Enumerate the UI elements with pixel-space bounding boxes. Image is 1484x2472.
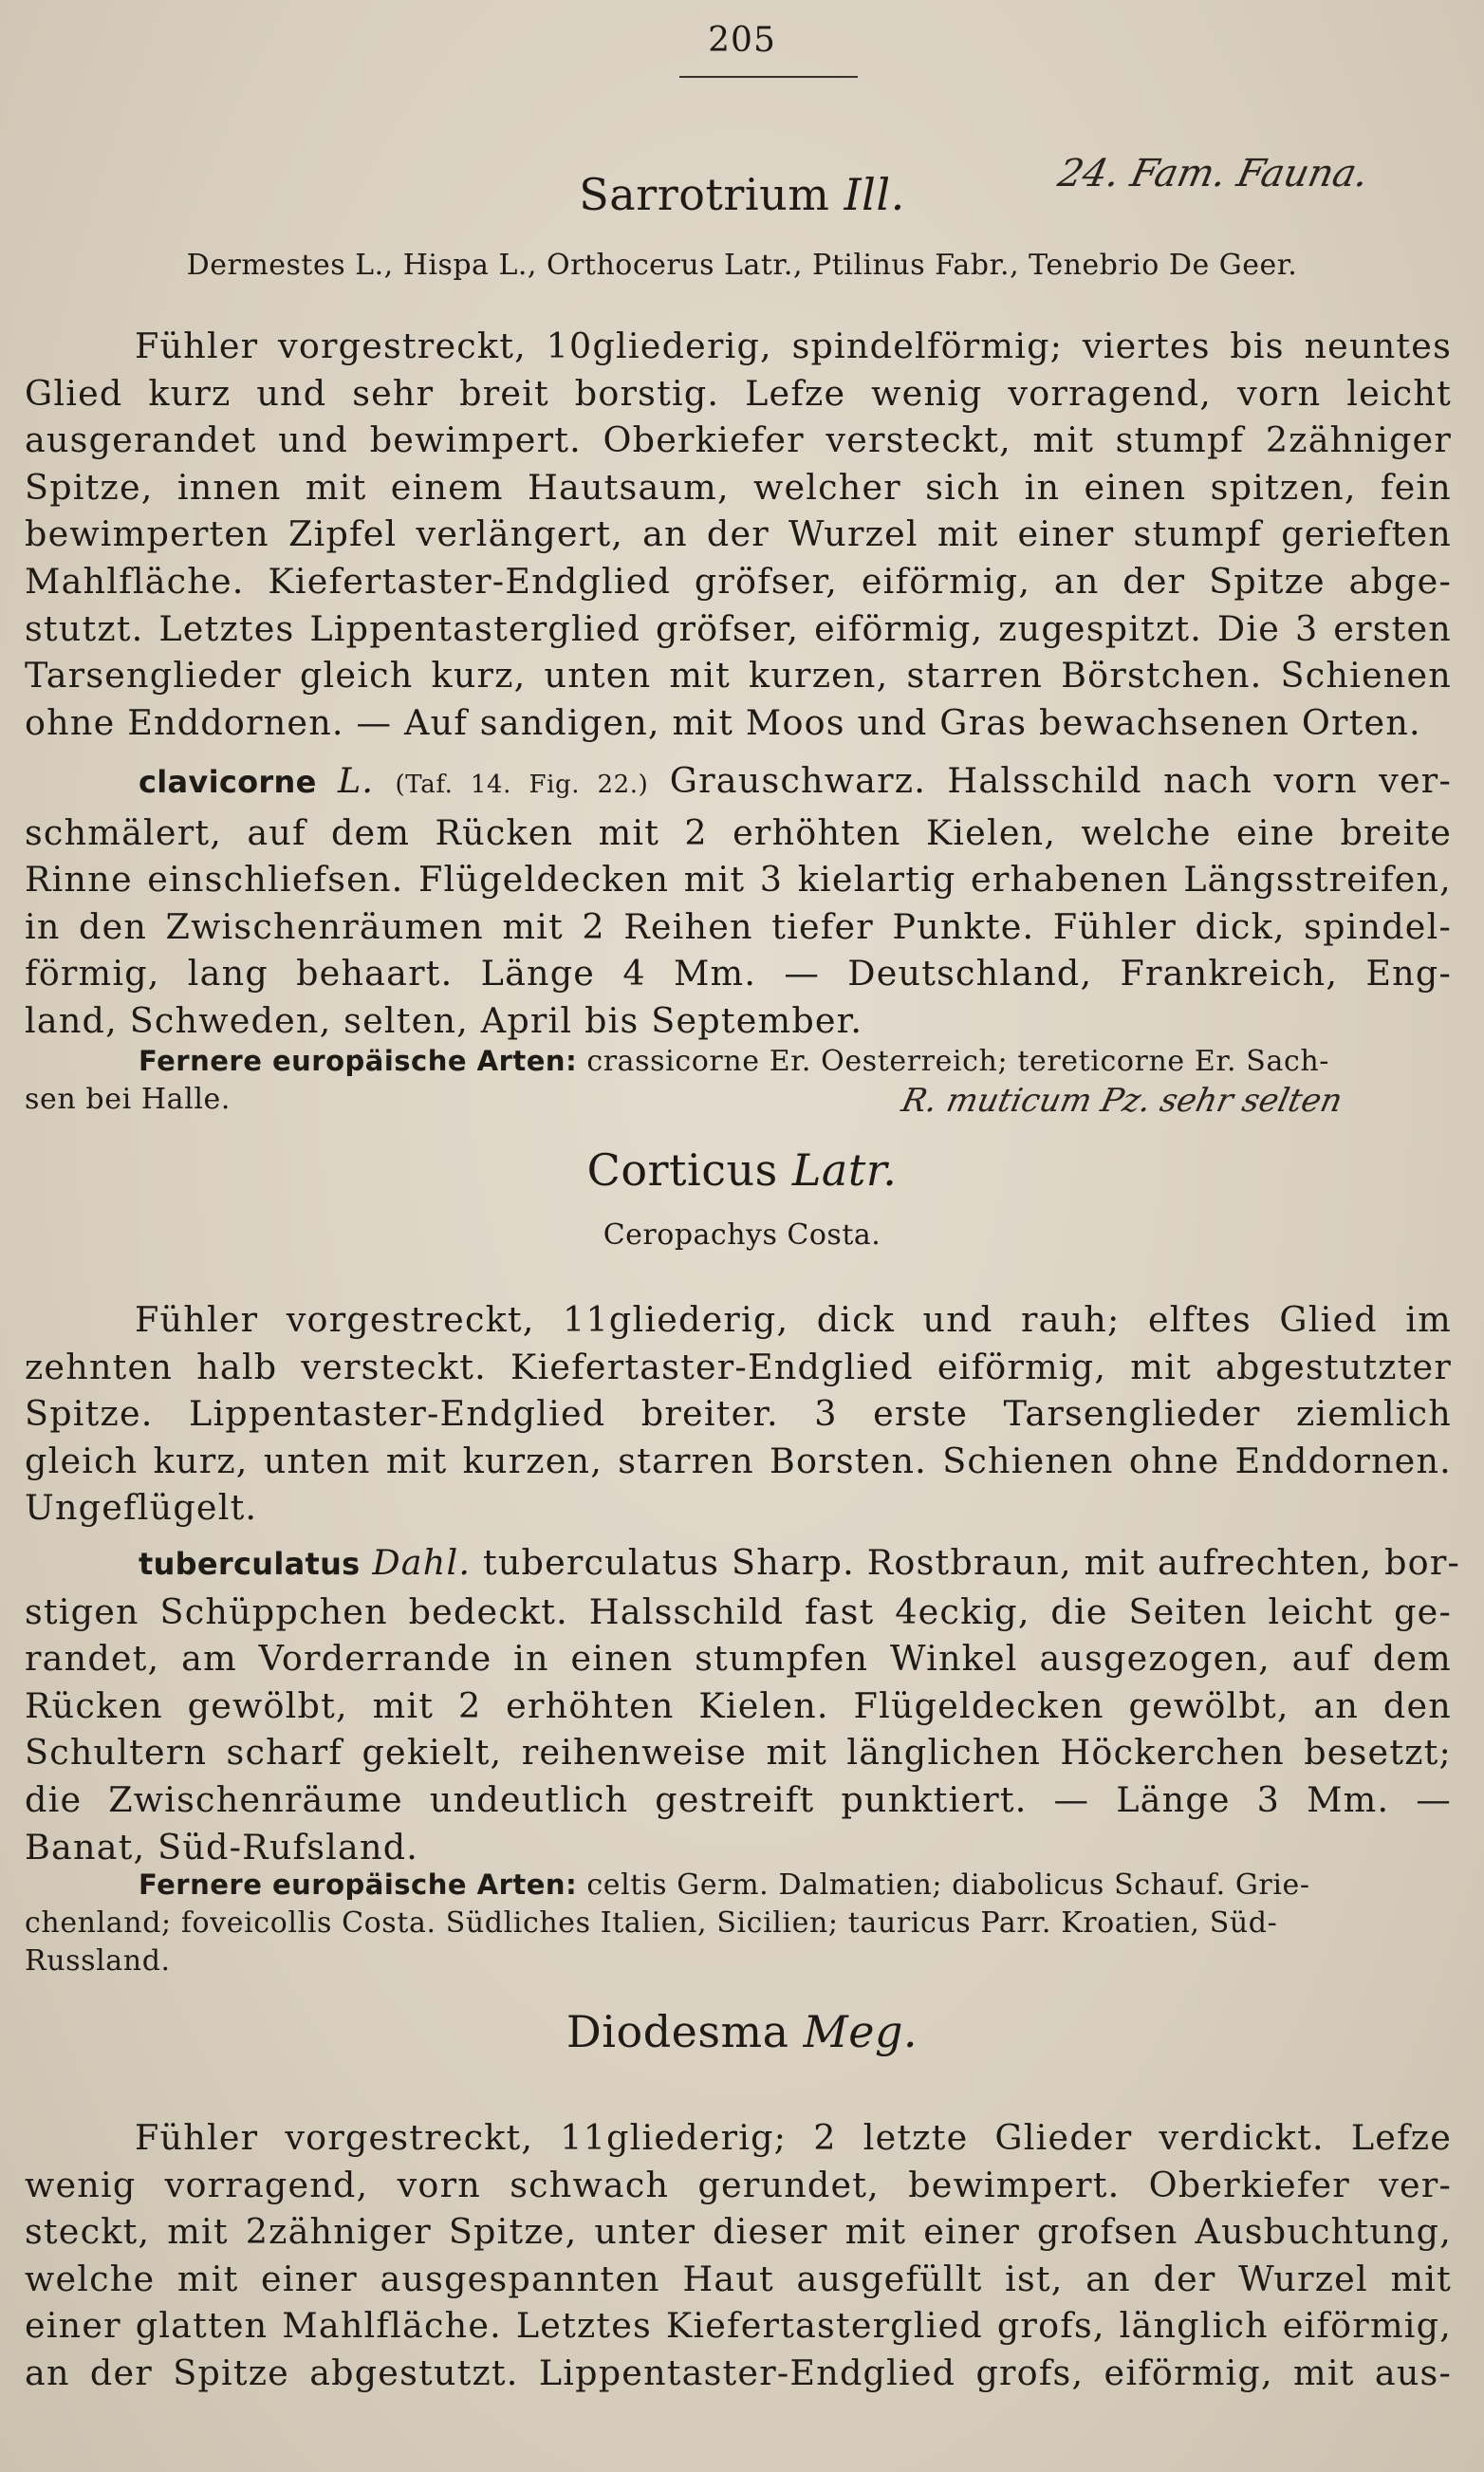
genus-heading-corticus [25,1144,1459,1196]
species-author: Dahl. [372,1542,472,1583]
text-line: chenland; foveicollis Costa. Südliches Italien, Sicilien; tauricus Parr. Kroatien, Süd- [25,1906,1278,1940]
text-line: Schultern scharf gekielt, reihenweise mit länglichen Höckerchen besetzt; [25,1732,1452,1774]
further-species-label: Fernere europäische Arten: [139,1868,578,1901]
further-species-corticus [25,1866,1452,1980]
text-line: welche mit einer ausgespannten Haut ausgefüllt ist, an der Wurzel mit [25,2258,1452,2299]
text-line: ohne Enddornen. — Auf sandigen, mit Moos und Gras bewachsenen Orten. [25,701,1421,743]
synonyms-corticus: Ceropachys Costa. [603,1218,881,1252]
text-line: tuberculatus Dahl. tuberculatus Sharp. Rostbraun, mit aufrechten, bor- [139,1542,1461,1583]
text-line: einer glatten Mahlfläche. Letztes Kiefertasterglied grofs, länglich eiförmig, [25,2305,1452,2347]
genus-author: Ill. [844,169,905,220]
text-line: Russland. [25,1944,171,1978]
page-number-rule [679,76,858,78]
text-line: förmig, lang behaart. Länge 4 Mm. — Deutschland, Frankreich, Eng- [25,953,1452,994]
text-line: zehnten halb versteckt. Kiefertaster-Endglied eiförmig, mit abgestutzter [25,1346,1452,1387]
description-diodesma [25,2114,1452,2397]
page-number: 205 [708,21,776,60]
text-line: Rinne einschliefsen. Flügeldecken mit 3 kielartig erhabenen Längsstreifen, [25,859,1452,901]
text-line: schmälert, auf dem Rücken mit 2 erhöhten Kielen, welche eine breite [25,811,1452,853]
text-line: bewimperten Zipfel verlängert, an der Wurzel mit einer stumpf gerieften [25,513,1452,555]
text-line: Fernere europäische Arten: celtis Germ. Dalmatien; diabolicus Schauf. Grie- [139,1868,1310,1902]
text-line: randet, am Vorderrande in einen stumpfen Winkel ausgezogen, auf dem [25,1638,1452,1680]
text-line: Fühler vorgestreckt, 11gliederig; 2 letzte Glieder verdickt. Lefze [135,2117,1452,2158]
handwritten-note-family: 24. Fam. Fauna. [1054,152,1373,195]
text-line: sen bei Halle. [25,1083,232,1116]
species-clavicorne [25,757,1452,1045]
text-line: Glied kurz und sehr breit borstig. Lefze wenig vorragend, vorn leicht [25,372,1452,414]
handwritten-note-species: R. muticum Pz. sehr selten [898,1082,1346,1120]
species-name: clavicorne [139,764,317,800]
text-line: die Zwischenräume undeutlich gestreift punktiert. — Länge 3 Mm. — [25,1778,1452,1820]
text-line: Fühler vorgestreckt, 10gliederig, spindelförmig; viertes bis neuntes [135,325,1452,366]
species-tuberculatus [25,1539,1461,1870]
description-corticus [25,1296,1452,1532]
synonyms-sarrotrium: Dermestes L., Hispa L., Orthocerus Latr., Ptilinus Fabr., Tenebrio De Geer. [186,249,1298,282]
text-line: gleich kurz, unten mit kurzen, starren Borsten. Schienen ohne Enddornen. [25,1440,1452,1481]
genus-name: Diodesma [566,2006,789,2057]
text-line: Fühler vorgestreckt, 11gliederig, dick und rauh; elftes Glied im [135,1299,1452,1340]
text-line: steckt, mit 2zähniger Spitze, unter dieser mit einer grofsen Ausbuchtung, [25,2211,1452,2253]
genus-author: Meg. [803,2006,918,2057]
species-synonym: tuberculatus Sharp. [482,1542,855,1583]
text-line: stutzt. Letztes Lippentasterglied gröfser, eiförmig, zugespitzt. Die 3 ersten [25,607,1452,649]
genus-author: Latr. [791,1144,898,1196]
text-line: ausgerandet und bewimpert. Oberkiefer versteckt, mit stumpf 2zähniger [25,419,1452,461]
text-line: wenig vorragend, vorn schwach gerundet, bewimpert. Oberkiefer ver- [25,2164,1452,2205]
genus-name: Sarrotrium [579,169,830,220]
text-line: Ungeflügelt. [25,1487,258,1529]
text-line: an der Spitze abgestutzt. Lippentaster-Endglied grofs, eiförmig, mit aus- [25,2351,1452,2393]
text-line: Tarsenglieder gleich kurz, unten mit kurzen, starren Börstchen. Schienen [25,655,1452,697]
plate-reference: (Taf. 14. Fig. 22.) [395,771,649,799]
text-line: Fernere europäische Arten: crassicorne Er. Oesterreich; tereticorne Er. Sach- [139,1045,1330,1078]
text-line: Banat, Süd-Rufsland. [25,1826,419,1868]
text-line: stigen Schüppchen bedeckt. Halsschild fast 4eckig, die Seiten leicht ge- [25,1590,1452,1632]
description-sarrotrium [25,323,1452,746]
genus-heading-sarrotrium [25,169,1459,220]
text-line: Rücken gewölbt, mit 2 erhöhten Kielen. Flügeldecken gewölbt, an den [25,1684,1452,1726]
species-author: L. [337,760,375,801]
text-line: land, Schweden, selten, April bis September. [25,999,863,1041]
further-species-label: Fernere europäische Arten: [139,1045,578,1077]
genus-name: Corticus [586,1144,778,1196]
text-line: Spitze. Lippentaster-Endglied breiter. 3 erste Tarsenglieder ziemlich [25,1393,1452,1435]
book-page [25,0,1459,2472]
text-line: in den Zwischenräumen mit 2 Reihen tiefer Punkte. Fühler dick, spindel- [25,905,1452,947]
text-line: clavicorne L. (Taf. 14. Fig. 22.) Grauschwarz. Halsschild nach vorn ver- [139,760,1452,801]
genus-heading-diodesma [25,2006,1459,2057]
text-line: Spitze, innen mit einem Hautsaum, welcher sich in einen spitzen, fein [25,466,1452,508]
species-name: tuberculatus [139,1546,361,1582]
text-line: Mahlfläche. Kiefertaster-Endglied gröfser, eiförmig, an der Spitze abge- [25,560,1452,602]
